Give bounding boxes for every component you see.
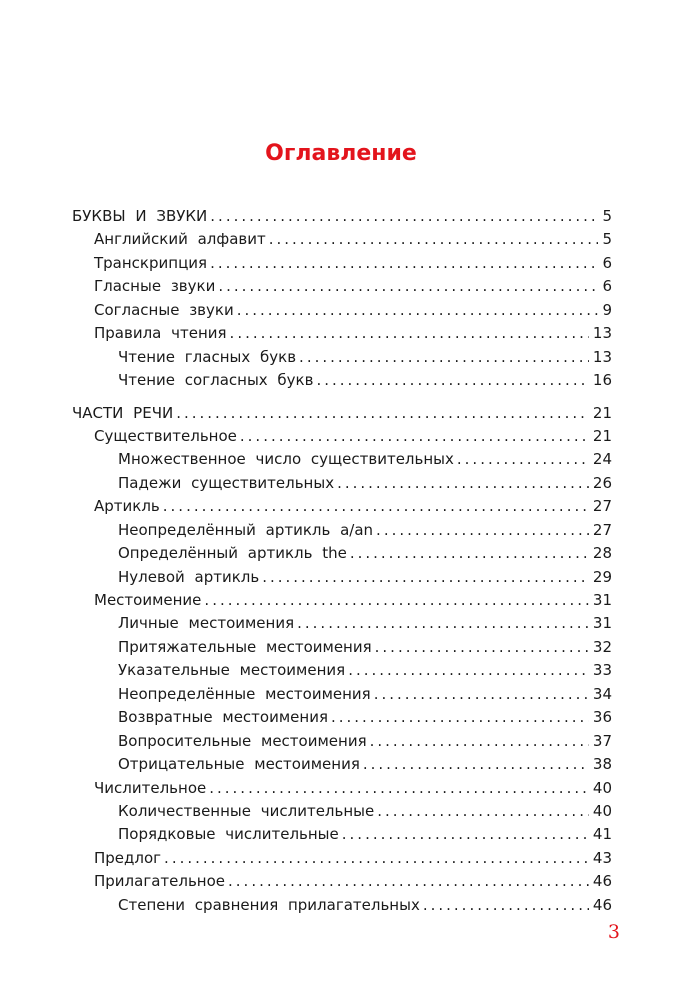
toc-entry-label: Нулевой артикль bbox=[118, 567, 260, 586]
toc-dot-leader bbox=[376, 519, 589, 542]
toc-entry[interactable] bbox=[72, 636, 612, 659]
toc-dot-leader bbox=[370, 730, 589, 753]
toc-entry-page: 27 bbox=[592, 520, 612, 539]
toc-entry-page: 34 bbox=[592, 684, 612, 703]
toc-entry[interactable] bbox=[72, 228, 612, 251]
toc-entry[interactable] bbox=[72, 847, 612, 870]
toc-entry[interactable] bbox=[72, 519, 612, 542]
table-of-contents bbox=[72, 205, 612, 917]
toc-entry-page: 33 bbox=[592, 661, 612, 680]
toc-entry[interactable] bbox=[72, 823, 612, 846]
toc-entry[interactable] bbox=[72, 425, 612, 448]
toc-dot-leader bbox=[457, 448, 589, 471]
toc-entry-page: 36 bbox=[592, 708, 612, 727]
toc-entry-label: Неопределённые местоимения bbox=[118, 684, 371, 703]
toc-dot-leader bbox=[375, 636, 589, 659]
toc-dot-leader bbox=[164, 847, 589, 870]
toc-entry-page: 21 bbox=[592, 426, 612, 445]
toc-entry-label: Местоимение bbox=[94, 591, 202, 609]
toc-dot-leader bbox=[337, 472, 589, 495]
toc-entry-label: Порядковые числительные bbox=[118, 825, 339, 844]
toc-entry-label: Личные местоимения bbox=[118, 614, 295, 633]
toc-entry-page: 26 bbox=[592, 473, 612, 492]
page-number: 3 bbox=[607, 921, 620, 943]
toc-entry-label: Отрицательные местоимения bbox=[118, 755, 360, 774]
toc-entry-page: 46 bbox=[592, 872, 612, 891]
toc-entry-label: Множественное число существительных bbox=[118, 450, 454, 469]
toc-entry-label: Степени сравнения прилагательных bbox=[118, 895, 420, 914]
toc-dot-leader bbox=[230, 322, 589, 345]
toc-entry[interactable] bbox=[72, 472, 612, 495]
toc-entry-page: 5 bbox=[602, 207, 612, 225]
toc-entry[interactable] bbox=[72, 870, 612, 893]
toc-entry-page: 43 bbox=[592, 848, 612, 867]
toc-dot-leader bbox=[269, 228, 599, 251]
toc-entry-label: Артикль bbox=[94, 497, 160, 516]
toc-entry[interactable] bbox=[72, 683, 612, 706]
toc-dot-leader bbox=[209, 777, 589, 800]
toc-entry-page: 38 bbox=[592, 755, 612, 774]
toc-entry-label: Вопросительные местоимения bbox=[118, 731, 367, 750]
toc-dot-leader bbox=[228, 870, 589, 893]
toc-entry-page: 28 bbox=[592, 544, 612, 563]
toc-entry[interactable] bbox=[72, 589, 612, 612]
toc-entry-page: 37 bbox=[592, 731, 612, 750]
toc-entry[interactable] bbox=[72, 894, 612, 917]
toc-entry[interactable] bbox=[72, 777, 612, 800]
toc-entry-label: Транскрипция bbox=[94, 253, 208, 272]
toc-entry-label: Указательные местоимения bbox=[118, 661, 346, 680]
toc-entry-label: Количественные числительные bbox=[118, 801, 375, 820]
toc-entry-label: Падежи существительных bbox=[118, 473, 335, 492]
toc-dot-leader bbox=[348, 659, 589, 682]
toc-entry-page: 24 bbox=[592, 450, 612, 469]
toc-entry-page: 31 bbox=[592, 614, 612, 633]
toc-dot-leader bbox=[297, 612, 589, 635]
toc-section bbox=[72, 205, 612, 393]
toc-entry-page: 29 bbox=[592, 567, 612, 586]
toc-entry[interactable] bbox=[72, 299, 612, 322]
toc-dot-leader bbox=[240, 425, 589, 448]
toc-dot-leader bbox=[374, 683, 589, 706]
toc-dot-leader bbox=[163, 495, 589, 518]
toc-entry[interactable] bbox=[72, 322, 612, 345]
toc-entry-label: Возвратные местоимения bbox=[118, 708, 328, 727]
toc-dot-leader bbox=[176, 402, 589, 425]
toc-entry[interactable] bbox=[72, 566, 612, 589]
toc-dot-leader bbox=[331, 706, 589, 729]
toc-entry-label: Английский алфавит bbox=[94, 230, 266, 249]
toc-entry-page: 16 bbox=[592, 371, 612, 390]
toc-entry[interactable] bbox=[72, 706, 612, 729]
toc-dot-leader bbox=[299, 346, 589, 369]
toc-entry-label: Притяжательные местоимения bbox=[118, 637, 372, 656]
toc-entry[interactable] bbox=[72, 495, 612, 518]
toc-entry[interactable] bbox=[72, 542, 612, 565]
toc-entry[interactable] bbox=[72, 252, 612, 275]
toc-entry[interactable] bbox=[72, 612, 612, 635]
toc-dot-leader bbox=[204, 589, 588, 612]
toc-entry-page: 27 bbox=[592, 497, 612, 516]
toc-entry-label: БУКВЫ И ЗВУКИ bbox=[72, 207, 208, 225]
toc-entry[interactable] bbox=[72, 275, 612, 298]
toc-entry[interactable] bbox=[72, 753, 612, 776]
toc-entry-label: ЧАСТИ РЕЧИ bbox=[72, 403, 174, 422]
toc-dot-leader bbox=[262, 566, 589, 589]
toc-entry[interactable] bbox=[72, 402, 612, 425]
toc-dot-leader bbox=[342, 823, 589, 846]
toc-dot-leader bbox=[350, 542, 589, 565]
toc-entry-label: Числительное bbox=[94, 778, 207, 797]
toc-entry-label: Прилагательное bbox=[94, 872, 226, 891]
toc-dot-leader bbox=[210, 205, 598, 228]
toc-dot-leader bbox=[363, 753, 589, 776]
toc-entry[interactable] bbox=[72, 369, 612, 392]
toc-entry-page: 13 bbox=[592, 347, 612, 366]
toc-entry-label: Гласные звуки bbox=[94, 277, 216, 296]
toc-entry-page: 5 bbox=[602, 230, 612, 249]
toc-entry[interactable] bbox=[72, 346, 612, 369]
toc-entry[interactable] bbox=[72, 659, 612, 682]
toc-entry-page: 40 bbox=[592, 778, 612, 797]
toc-entry-page: 21 bbox=[592, 403, 612, 422]
toc-entry-page: 32 bbox=[592, 637, 612, 656]
toc-entry-page: 41 bbox=[592, 825, 612, 844]
toc-dot-leader bbox=[423, 894, 589, 917]
toc-entry-page: 13 bbox=[592, 324, 612, 343]
toc-entry-page: 46 bbox=[592, 895, 612, 914]
toc-entry-label: Предлог bbox=[94, 848, 162, 867]
toc-dot-leader bbox=[218, 275, 598, 298]
toc-entry-label: Чтение согласных букв bbox=[118, 371, 314, 390]
toc-entry-page: 40 bbox=[592, 801, 612, 820]
toc-section bbox=[72, 402, 612, 918]
toc-dot-leader bbox=[237, 299, 599, 322]
toc-entry-page: 31 bbox=[592, 591, 612, 609]
toc-dot-leader bbox=[316, 369, 588, 392]
toc-entry-label: Согласные звуки bbox=[94, 300, 234, 319]
toc-entry-page: 6 bbox=[602, 277, 612, 296]
toc-entry-label: Неопределённый артикль a/an bbox=[118, 520, 374, 539]
toc-entry[interactable] bbox=[72, 205, 612, 228]
toc-entry-label: Существительное bbox=[94, 426, 237, 445]
toc-dot-leader bbox=[210, 252, 598, 275]
toc-entry-page: 9 bbox=[602, 300, 612, 319]
toc-entry-label: Чтение гласных букв bbox=[118, 347, 297, 366]
toc-entry-label: Правила чтения bbox=[94, 324, 227, 343]
page-title: Оглавление bbox=[265, 140, 417, 166]
toc-dot-leader bbox=[377, 800, 589, 823]
toc-entry-page: 6 bbox=[602, 253, 612, 272]
toc-entry[interactable] bbox=[72, 448, 612, 471]
toc-entry-label: Определённый артикль the bbox=[118, 544, 347, 563]
toc-entry[interactable] bbox=[72, 800, 612, 823]
toc-entry[interactable] bbox=[72, 730, 612, 753]
